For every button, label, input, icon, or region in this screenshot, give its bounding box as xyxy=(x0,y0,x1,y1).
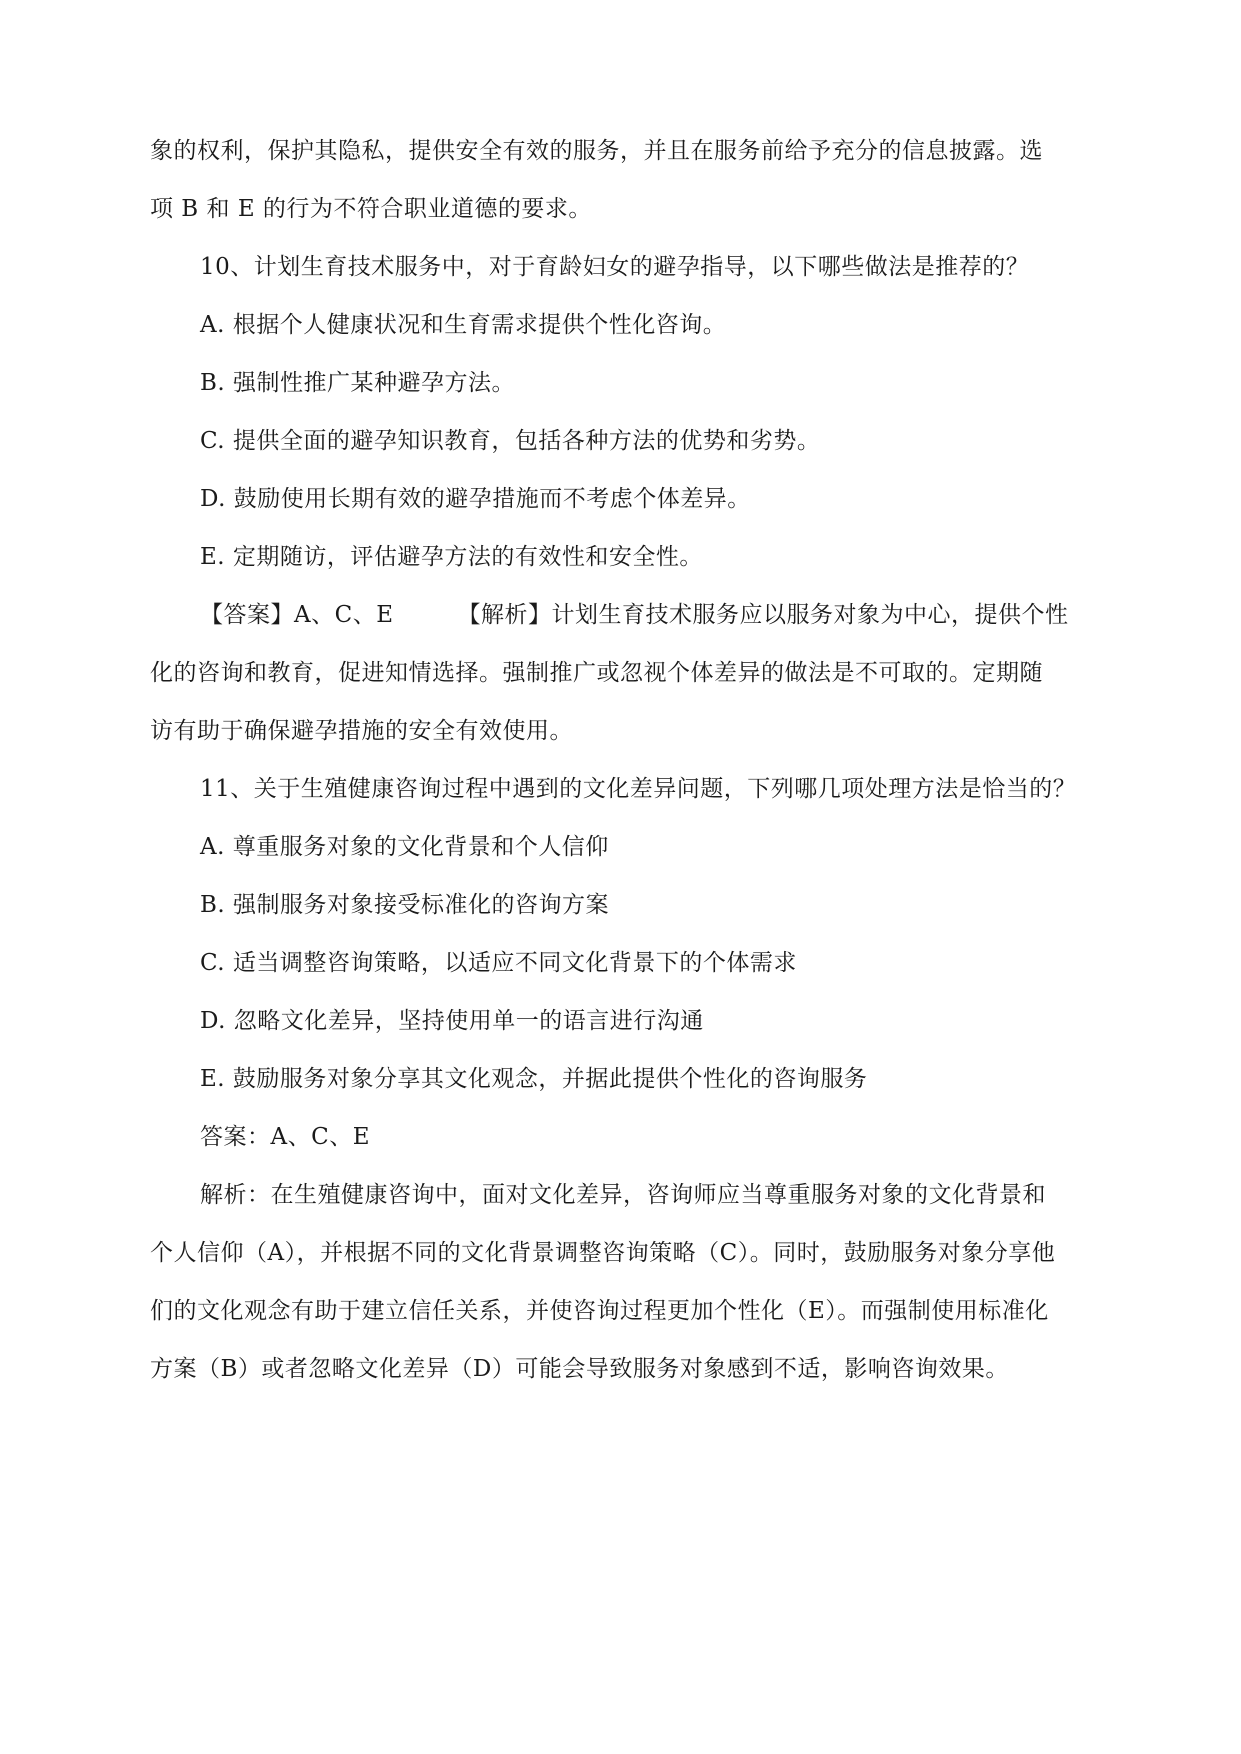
question-10-option-b: B. 强制性推广某种避孕方法。 xyxy=(200,370,516,396)
question-10-option-d: D. 鼓励使用长期有效的避孕措施而不考虑个体差异。 xyxy=(200,486,751,512)
question-10-stem: 10、计划生育技术服务中，对于育龄妇女的避孕指导，以下哪些做法是推荐的？ xyxy=(200,254,1030,280)
question-11-answer: 答案：A、C、E xyxy=(200,1124,370,1150)
question-10-explanation-line-3: 访有助于确保避孕措施的安全有效使用。 xyxy=(150,718,573,744)
question-11-option-d: D. 忽略文化差异，坚持使用单一的语言进行沟通 xyxy=(200,1008,704,1034)
question-11-option-b: B. 强制服务对象接受标准化的咨询方案 xyxy=(200,892,610,918)
question-11-option-c: C. 适当调整咨询策略，以适应不同文化背景下的个体需求 xyxy=(200,950,797,976)
question-11-stem: 11、关于生殖健康咨询过程中遇到的文化差异问题，下列哪几项处理方法是恰当的？ xyxy=(200,776,1077,802)
prev-explanation-line-2: 项 B 和 E 的行为不符合职业道德的要求。 xyxy=(150,196,592,222)
question-11-explanation-line-3: 们的文化观念有助于建立信任关系，并使咨询过程更加个性化（E）。而强制使用标准化 xyxy=(150,1298,1049,1324)
question-10-answer-line xyxy=(0,600,1241,630)
question-11-explanation-line-1: 解析：在生殖健康咨询中，面对文化差异，咨询师应当尊重服务对象的文化背景和 xyxy=(200,1182,1046,1208)
question-10-option-c: C. 提供全面的避孕知识教育，包括各种方法的优势和劣势。 xyxy=(200,428,821,454)
question-11-explanation-line-4: 方案（B）或者忽略文化差异（D）可能会导致服务对象感到不适，影响咨询效果。 xyxy=(150,1356,1009,1382)
question-11-option-a: A. 尊重服务对象的文化背景和个人信仰 xyxy=(200,834,609,860)
question-11-explanation-line-2: 个人信仰（A），并根据不同的文化背景调整咨询策略（C）。同时，鼓励服务对象分享他 xyxy=(150,1240,1056,1266)
question-11-option-e: E. 鼓励服务对象分享其文化观念，并据此提供个性化的咨询服务 xyxy=(200,1066,868,1092)
prev-explanation-line-1: 象的权利，保护其隐私，提供安全有效的服务，并且在服务前给予充分的信息披露。选 xyxy=(150,138,1043,164)
question-10-option-e: E. 定期随访，评估避孕方法的有效性和安全性。 xyxy=(200,544,703,570)
question-10-answer: 【答案】A、C、E xyxy=(200,602,394,628)
question-10-explanation-line-2: 化的咨询和教育，促进知情选择。强制推广或忽视个体差异的做法是不可取的。定期随 xyxy=(150,660,1043,686)
question-10-explanation-head: 【解析】计划生育技术服务应以服务对象为中心，提供个性 xyxy=(457,602,1069,628)
question-10-option-a: A. 根据个人健康状况和生育需求提供个性化咨询。 xyxy=(200,312,727,338)
